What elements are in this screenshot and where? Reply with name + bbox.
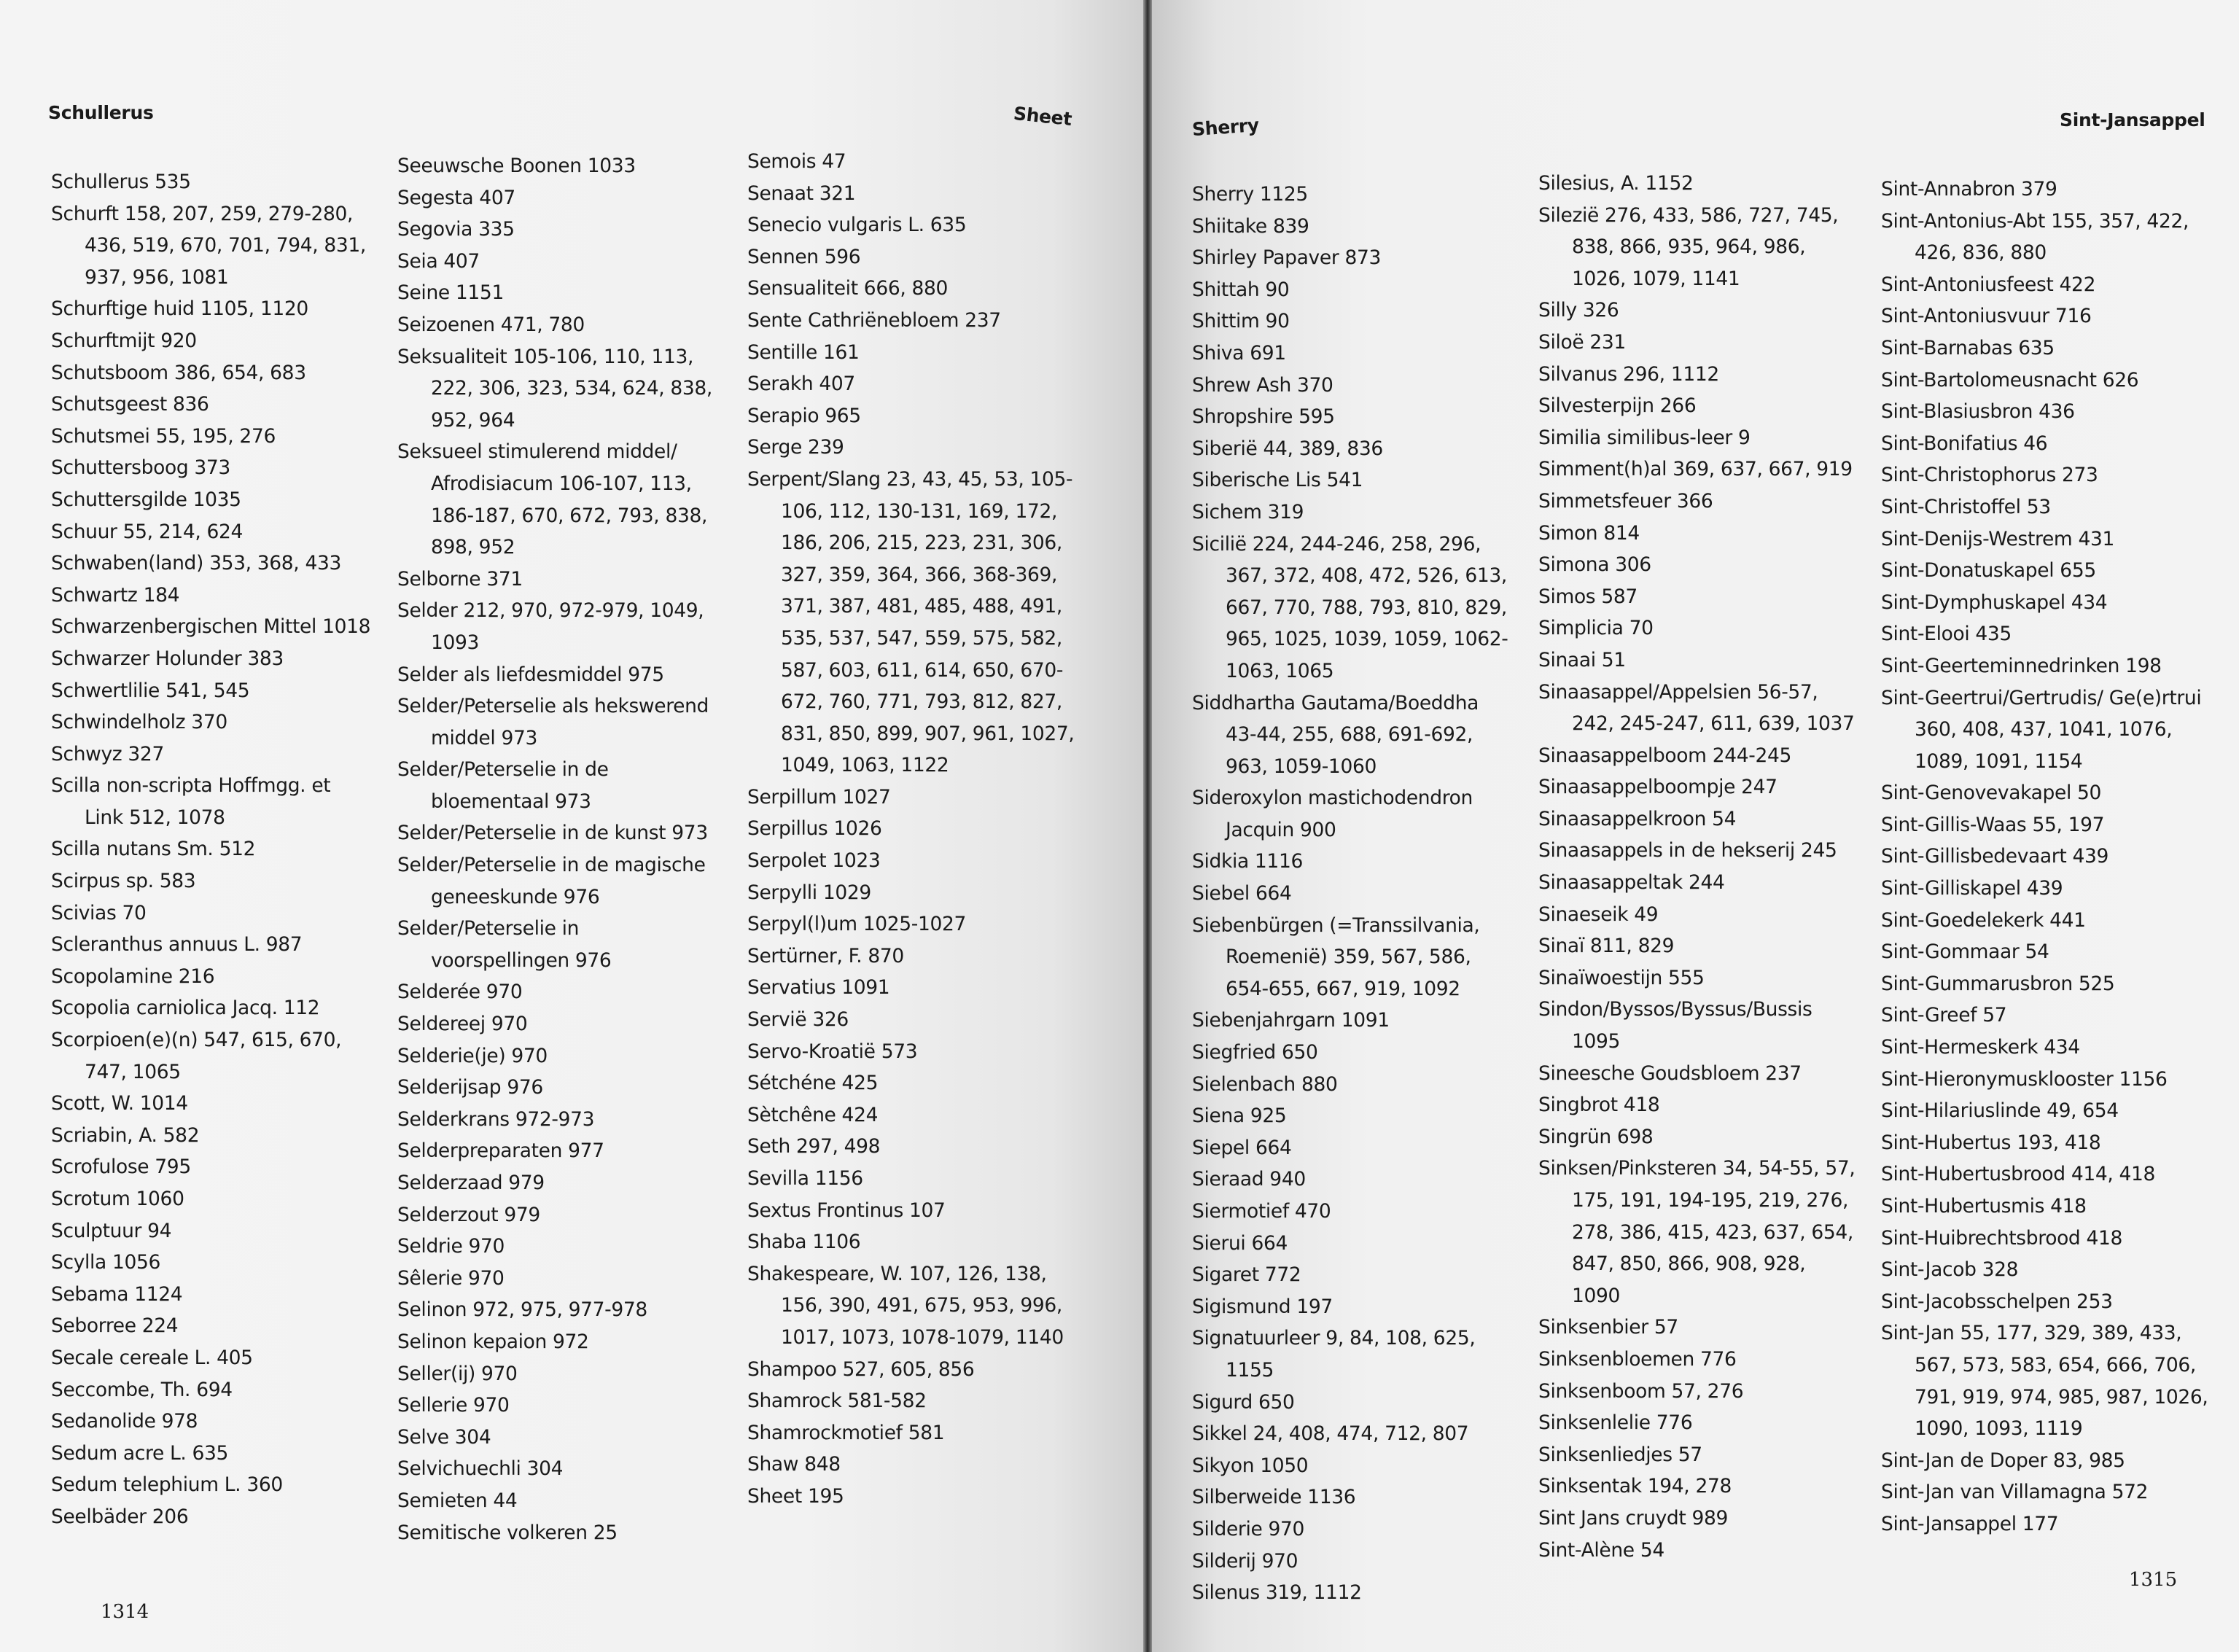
- index-entry: Sint-Jan de Doper 83, 985: [1881, 1449, 2125, 1472]
- index-entry: Sedum telephium L. 360: [51, 1473, 283, 1497]
- index-entry: Scilla non-scripta Hoffmgg. et Link 512, 1078: [51, 774, 331, 829]
- index-entry: Serakh 407: [747, 373, 855, 396]
- index-entry: Scott, W. 1014: [51, 1092, 188, 1115]
- right-page: [1152, 0, 2239, 1652]
- index-entry: Sint-Alène 54: [1538, 1538, 1664, 1562]
- index-entry: Siddhartha Gautama/Boeddha 43-44, 255, 688, 691-692, 963, 1059-1060: [1192, 691, 1479, 778]
- index-entry: Seth 297, 498: [747, 1135, 881, 1158]
- index-entry: Sinksenbloemen 776: [1538, 1347, 1737, 1371]
- index-entry: Scopolia carniolica Jacq. 112: [51, 997, 320, 1020]
- index-entry: Serpolet 1023: [747, 849, 881, 873]
- index-entry: Seccombe, Th. 694: [51, 1378, 233, 1401]
- index-entry: Seksualiteit 105-106, 110, 113, 222, 306, 323, 534, 624, 838, 952, 964: [397, 345, 712, 432]
- index-entry: Selder/Peterselie in de magische geneeskunde 976: [397, 854, 706, 908]
- index-entry: Signatuurleer 9, 84, 108, 625, 1155: [1192, 1327, 1476, 1382]
- index-entry: Sinaïwoestijn 555: [1538, 966, 1705, 989]
- index-entry: Sint-Gillisbedevaart 439: [1881, 845, 2108, 868]
- index-entry: Simplicia 70: [1538, 617, 1654, 640]
- index-entry: Sinaasappels in de hekserij 245: [1538, 839, 1837, 862]
- index-entry: Selder/Peterselie als hekswerend middel 973: [397, 695, 709, 749]
- index-entry: Schwartz 184: [51, 583, 180, 607]
- index-entry: Sinaï 811, 829: [1538, 935, 1675, 958]
- index-entry: Schutsgeest 836: [51, 393, 209, 416]
- index-entry: Sint-Gillis-Waas 55, 197: [1881, 813, 2105, 836]
- index-entry: Sinaasappel/Appelsien 56-57, 242, 245-247, 611, 639, 1037: [1538, 680, 1855, 736]
- index-entry: Seldereej 970: [397, 1013, 528, 1036]
- index-entry: Sint-Geertrui/Gertrudis/ Ge(e)rtrui 360, 408, 437, 1041, 1076, 1089, 1091, 1154: [1881, 686, 2202, 773]
- index-entry: Sinksen/Pinksteren 34, 54-55, 57, 175, 191, 194-195, 219, 276, 278, 386, 415, 423, 637, 654, 847, 850, 866, 908, 928, 1090: [1538, 1157, 1856, 1307]
- index-entry: Sint-Christophorus 273: [1881, 464, 2098, 487]
- index-entry: Selderée 970: [397, 981, 523, 1004]
- index-entry: Silesius, A. 1152: [1538, 172, 1694, 195]
- index-entry: Semieten 44: [397, 1489, 518, 1512]
- index-entry: Schwaben(land) 353, 368, 433: [51, 552, 341, 575]
- index-entry: Sint-Bartolomeusnacht 626: [1881, 368, 2139, 391]
- index-entry: Semois 47: [747, 150, 846, 173]
- index-entry: Sierui 664: [1192, 1231, 1288, 1255]
- index-entry: Sicilië 224, 244-246, 258, 296, 367, 372, 408, 472, 526, 613, 667, 770, 788, 793, 810, 829, 965, 1025, 1039, 1059, 1062-1063, 1065: [1192, 532, 1508, 682]
- index-entry: Schwertlilie 541, 545: [51, 679, 250, 702]
- index-entry: Sinaasappelboom 244-245: [1538, 744, 1791, 767]
- index-entry: Selderkrans 972-973: [397, 1107, 595, 1131]
- index-entry: Schuur 55, 214, 624: [51, 520, 244, 543]
- index-entry: Sint-Jacobsschelpen 253: [1881, 1290, 2113, 1313]
- index-entry: Sint-Hermeskerk 434: [1881, 1036, 2080, 1059]
- index-entry: Siepel 664: [1192, 1136, 1292, 1159]
- index-entry: Selderijsap 976: [397, 1076, 543, 1099]
- index-entry: Simos 587: [1538, 585, 1638, 608]
- index-entry: Seizoenen 471, 780: [397, 313, 585, 336]
- index-entry: Secale cereale L. 405: [51, 1346, 253, 1369]
- index-entry: Selinon kepaion 972: [397, 1330, 589, 1353]
- index-entry: Schullerus 535: [51, 171, 191, 193]
- index-entry: Selder/Peterselie in de kunst 973: [397, 822, 708, 845]
- index-entry: Sigismund 197: [1192, 1295, 1333, 1318]
- index-entry: Scorpioen(e)(n) 547, 615, 670, 747, 1065: [51, 1029, 342, 1083]
- index-entry: Siebenbürgen (=Transsilvania, Roemenië) 359, 567, 586, 654-655, 667, 919, 1092: [1192, 913, 1480, 1000]
- index-entry: Schutsboom 386, 654, 683: [51, 361, 306, 384]
- index-entry: Siberië 44, 389, 836: [1192, 437, 1383, 460]
- index-entry: Similia similibus-leer 9: [1538, 426, 1751, 449]
- index-entry: Sint-Greef 57: [1881, 1004, 2007, 1027]
- index-entry: Sigaret 772: [1192, 1263, 1301, 1287]
- index-entry: Sideroxylon mastichodendron Jacquin 900: [1192, 787, 1473, 841]
- index-entry: Sikyon 1050: [1192, 1454, 1309, 1477]
- index-entry: Sente Cathriënebloem 237: [747, 308, 1001, 332]
- index-entry: Siebel 664: [1192, 882, 1292, 905]
- index-entry: Sentille 161: [747, 340, 860, 364]
- index-entry: Schurftmijt 920: [51, 329, 197, 352]
- index-entry: Scopolamine 216: [51, 965, 215, 988]
- index-entry: Silezië 276, 433, 586, 727, 745, 838, 866, 935, 964, 986, 1026, 1079, 1141: [1538, 203, 1839, 290]
- index-entry: Sennen 596: [747, 245, 861, 268]
- index-entry: Segesta 407: [397, 186, 515, 209]
- index-entry: Scivias 70: [51, 901, 147, 924]
- index-entry: Sellerie 970: [397, 1394, 510, 1417]
- index-entry: Sétchéne 425: [747, 1072, 879, 1095]
- index-entry: Sedum acre L. 635: [51, 1441, 229, 1465]
- page-number-right: 1315: [2129, 1569, 2178, 1591]
- index-entry: Seller(ij) 970: [397, 1362, 518, 1385]
- index-entry: Sinaeseik 49: [1538, 903, 1659, 926]
- index-entry: Sertürner, F. 870: [747, 944, 904, 967]
- index-entry: Serge 239: [747, 436, 844, 459]
- index-entry: Sint-Jacob 328: [1881, 1258, 2019, 1282]
- index-entry: Schuttersgilde 1035: [51, 488, 241, 511]
- index-entry: Sint-Gommaar 54: [1881, 940, 2049, 964]
- index-entry: Sint-Jan van Villamagna 572: [1881, 1481, 2149, 1504]
- index-entry: Sint-Hubertusbrood 414, 418: [1881, 1163, 2156, 1186]
- index-entry: Selve 304: [397, 1425, 491, 1449]
- index-entry: Silvesterpijn 266: [1538, 394, 1697, 418]
- index-entry: Shrew Ash 370: [1192, 373, 1333, 397]
- index-entry: Sint-Antoniusvuur 716: [1881, 305, 2092, 328]
- index-entry: Serapio 965: [747, 404, 861, 427]
- index-entry: Sint Jans cruydt 989: [1538, 1506, 1729, 1530]
- index-entry: Scriabin, A. 582: [51, 1123, 200, 1147]
- index-entry: Sint-Gilliskapel 439: [1881, 877, 2063, 900]
- index-entry: Sint-Jansappel 177: [1881, 1512, 2059, 1535]
- index-entry: Serpillum 1027: [747, 785, 891, 809]
- index-entry: Schwarzenbergischen Mittel 1018: [51, 615, 371, 639]
- index-entry: Siberische Lis 541: [1192, 469, 1363, 492]
- index-entry: Sinaasappelkroon 54: [1538, 807, 1737, 830]
- index-entry: Selder/Peterselie in de bloementaal 973: [397, 758, 609, 813]
- index-entry: Sint-Jan 55, 177, 329, 389, 433, 567, 573, 583, 654, 666, 706, 791, 919, 974, 985, 987, 1026, 1090, 1093, 1119: [1881, 1322, 2208, 1441]
- index-entry: Sint-Hubertusmis 418: [1881, 1195, 2087, 1217]
- index-entry: Shiitake 839: [1192, 214, 1309, 238]
- index-entry: Serpyl(l)um 1025-1027: [747, 913, 967, 936]
- index-entry: Sint-Geerteminnedrinken 198: [1881, 654, 2162, 677]
- index-entry: Sinaasappelboompje 247: [1538, 776, 1777, 799]
- index-entry: Silberweide 1136: [1192, 1486, 1356, 1509]
- index-entry: Schwarzer Holunder 383: [51, 647, 284, 670]
- index-entry: Sint-Genovevakapel 50: [1881, 782, 2102, 805]
- index-column-2: [1538, 168, 1859, 1566]
- index-entry: Sheet 195: [747, 1484, 844, 1508]
- index-entry: Sint-Gummarusbron 525: [1881, 972, 2115, 995]
- index-entry: Sigurd 650: [1192, 1390, 1295, 1414]
- running-head-left: Sherry: [1191, 114, 1260, 141]
- index-entry: Selder/Peterselie in voorspellingen 976: [397, 917, 612, 972]
- index-entry: Serpylli 1029: [747, 881, 871, 904]
- index-entry: Shropshire 595: [1192, 405, 1335, 429]
- index-entry: Sint-Hilariuslinde 49, 654: [1881, 1099, 2119, 1123]
- index-entry: Singrün 698: [1538, 1125, 1654, 1148]
- index-entry: Simona 306: [1538, 553, 1651, 577]
- index-entry: Simmetsfeuer 366: [1538, 489, 1713, 513]
- index-entry: Sebama 1124: [51, 1282, 183, 1306]
- index-entry: Sineesche Goudsbloem 237: [1538, 1061, 1802, 1085]
- index-entry: Schwyz 327: [51, 742, 164, 765]
- index-entry: Shittah 90: [1192, 278, 1290, 301]
- index-entry: Siena 925: [1192, 1104, 1287, 1128]
- index-entry: Sinaai 51: [1538, 648, 1626, 671]
- index-entry: Shampoo 527, 605, 856: [747, 1357, 975, 1381]
- index-entry: Selvichuechli 304: [397, 1457, 564, 1481]
- index-entry: Sinksenliedjes 57: [1538, 1443, 1702, 1466]
- index-entry: Siebenjahrgarn 1091: [1192, 1009, 1390, 1032]
- index-entry: Schwindelholz 370: [51, 711, 227, 734]
- index-entry: Scrotum 1060: [51, 1188, 184, 1210]
- index-entry: Sculptuur 94: [51, 1219, 172, 1242]
- index-entry: Siegfried 650: [1192, 1041, 1318, 1064]
- index-entry: Sint-Barnabas 635: [1881, 336, 2055, 359]
- index-entry: Sedanolide 978: [51, 1410, 198, 1433]
- index-entry: Sextus Frontinus 107: [747, 1199, 946, 1222]
- index-entry: Sieraad 940: [1192, 1168, 1306, 1191]
- index-entry: Sensualiteit 666, 880: [747, 277, 949, 300]
- index-entry: Scylla 1056: [51, 1251, 161, 1274]
- running-head-left: Schullerus: [48, 102, 154, 123]
- index-entry: Sevilla 1156: [747, 1167, 863, 1190]
- index-entry: Silderij 970: [1192, 1549, 1298, 1573]
- index-entry: Selderzout 979: [397, 1203, 540, 1226]
- index-entry: Seia 407: [397, 249, 480, 273]
- index-entry: Sint-Blasiusbron 436: [1881, 400, 2075, 424]
- index-column-3: [747, 146, 1083, 1513]
- index-entry: Sint-Goedelekerk 441: [1881, 908, 2086, 932]
- index-entry: Siermotief 470: [1192, 1200, 1331, 1223]
- index-entry: Sindon/Byssos/Byssus/Bussis 1095: [1538, 998, 1812, 1053]
- index-entry: Simment(h)al 369, 637, 667, 919: [1538, 458, 1853, 481]
- index-entry: Schuttersboog 373: [51, 456, 230, 480]
- index-entry: Sint-Elooi 435: [1881, 623, 2012, 646]
- index-entry: Sinksenboom 57, 276: [1538, 1379, 1744, 1403]
- index-entry: Senecio vulgaris L. 635: [747, 214, 967, 237]
- running-head-right: Sheet: [1012, 102, 1073, 130]
- index-entry: Seeuwsche Boonen 1033: [397, 155, 636, 177]
- index-entry: Singbrot 418: [1538, 1094, 1660, 1117]
- index-entry: Sinksentak 194, 278: [1538, 1475, 1732, 1498]
- index-entry: Sint-Bonifatius 46: [1881, 432, 2048, 455]
- index-entry: Sint-Christoffel 53: [1881, 495, 2051, 518]
- index-entry: Segovia 335: [397, 218, 515, 241]
- page-number-left: 1314: [101, 1601, 149, 1623]
- index-entry: Silvanus 296, 1112: [1538, 362, 1719, 386]
- index-entry: Sichem 319: [1192, 500, 1304, 523]
- index-entry: Sint-Donatuskapel 655: [1881, 559, 2096, 583]
- index-entry: Selderpreparaten 977: [397, 1139, 604, 1163]
- index-entry: Serpent/Slang 23, 43, 45, 53, 105-106, 112, 130-131, 169, 172, 186, 206, 215, 223, 231, 306, 327, 359, 364, 366, 368-369, 371, 387, 481, 485, 488, 491, 535, 537, 547, 559, 575, 582, 587, 603, 611, 614, 650, 670-672, 760, 771, 793, 812, 827, 831, 850, 899, 907, 961, 1027, 1049, 1063, 1122: [747, 467, 1075, 777]
- index-entry: Semitische volkeren 25: [397, 1521, 618, 1544]
- index-entry: Sidkia 1116: [1192, 850, 1303, 873]
- index-entry: Selder 212, 970, 972-979, 1049, 1093: [397, 599, 704, 654]
- index-entry: Sêlerie 970: [397, 1266, 505, 1290]
- index-entry: Sielenbach 880: [1192, 1072, 1338, 1096]
- running-head-right: Sint-Jansappel: [2060, 109, 2205, 130]
- book-gutter: [1143, 0, 1152, 1652]
- index-entry: Sinksenlelie 776: [1538, 1411, 1693, 1435]
- index-entry: Seborree 224: [51, 1314, 179, 1338]
- index-entry: Sint-Antoniusfeest 422: [1881, 273, 2096, 296]
- index-entry: Shittim 90: [1192, 310, 1290, 333]
- index-entry: Sint-Dymphuskapel 434: [1881, 591, 2108, 614]
- index-entry: Shiva 691: [1192, 341, 1286, 365]
- index-entry: Simon 814: [1538, 521, 1640, 545]
- index-entry: Sint-Huibrechtsbrood 418: [1881, 1226, 2123, 1250]
- index-entry: Scirpus sp. 583: [51, 870, 196, 893]
- index-entry: Sint-Annabron 379: [1881, 178, 2057, 200]
- index-entry: Shamrockmotief 581: [747, 1421, 945, 1444]
- index-column-1: [1192, 179, 1513, 1609]
- index-entry: Scleranthus annuus L. 987: [51, 933, 303, 956]
- index-entry: Sint-Hieronymusklooster 1156: [1881, 1067, 2168, 1091]
- index-entry: Selborne 371: [397, 567, 523, 591]
- index-entry: Servatius 1091: [747, 976, 890, 1000]
- index-entry: Silly 326: [1538, 299, 1619, 322]
- index-entry: Sinksenbier 57: [1538, 1316, 1678, 1339]
- index-entry: Selderie(je) 970: [397, 1044, 548, 1067]
- index-entry: Scrofulose 795: [51, 1156, 191, 1179]
- index-entry: Servië 326: [747, 1008, 849, 1032]
- index-column-2: [397, 150, 718, 1548]
- index-entry: Sètchêne 424: [747, 1103, 879, 1126]
- index-entry: Selder als liefdesmiddel 975: [397, 663, 664, 686]
- index-column-1: [51, 166, 372, 1533]
- index-entry: Senaat 321: [747, 182, 856, 205]
- index-entry: Sherry 1125: [1192, 183, 1308, 206]
- index-entry: Sikkel 24, 408, 474, 712, 807: [1192, 1422, 1469, 1446]
- index-entry: Selderzaad 979: [397, 1172, 545, 1194]
- index-entry: Schurft 158, 207, 259, 279-280, 436, 519, 670, 701, 794, 831, 937, 956, 1081: [51, 202, 366, 289]
- index-entry: Silenus 319, 1112: [1192, 1581, 1362, 1605]
- index-entry: Scilla nutans Sm. 512: [51, 838, 256, 861]
- index-entry: Seine 1151: [397, 281, 504, 305]
- index-entry: Sint-Antonius-Abt 155, 357, 422, 426, 836, 880: [1881, 209, 2189, 265]
- index-entry: Serpillus 1026: [747, 817, 882, 841]
- index-entry: Sint-Denijs-Westrem 431: [1881, 527, 2114, 550]
- index-entry: Silderie 970: [1192, 1517, 1305, 1540]
- index-entry: Sint-Hubertus 193, 418: [1881, 1131, 2101, 1154]
- index-entry: Shaw 848: [747, 1453, 841, 1476]
- index-entry: Shaba 1106: [747, 1231, 861, 1254]
- index-entry: Selinon 972, 975, 977-978: [397, 1298, 647, 1322]
- index-entry: Schutsmei 55, 195, 276: [51, 424, 276, 448]
- index-entry: Shakespeare, W. 107, 126, 138, 156, 390, 491, 675, 953, 996, 1017, 1073, 1078-1079, 1140: [747, 1262, 1064, 1349]
- index-entry: Schurftige huid 1105, 1120: [51, 297, 308, 321]
- index-entry: Siloë 231: [1538, 330, 1626, 354]
- index-entry: Seldrie 970: [397, 1235, 505, 1258]
- index-entry: Servo-Kroatië 573: [747, 1040, 918, 1063]
- index-entry: Seksueel stimulerend middel/ Afrodisiacum 106-107, 113, 186-187, 670, 672, 793, 838, 898, 952: [397, 440, 708, 559]
- index-entry: Seelbäder 206: [51, 1505, 189, 1528]
- index-entry: Sinaasappeltak 244: [1538, 871, 1725, 895]
- index-entry: Shamrock 581-582: [747, 1390, 927, 1413]
- index-column-3: [1881, 174, 2209, 1540]
- index-entry: Shirley Papaver 873: [1192, 246, 1381, 270]
